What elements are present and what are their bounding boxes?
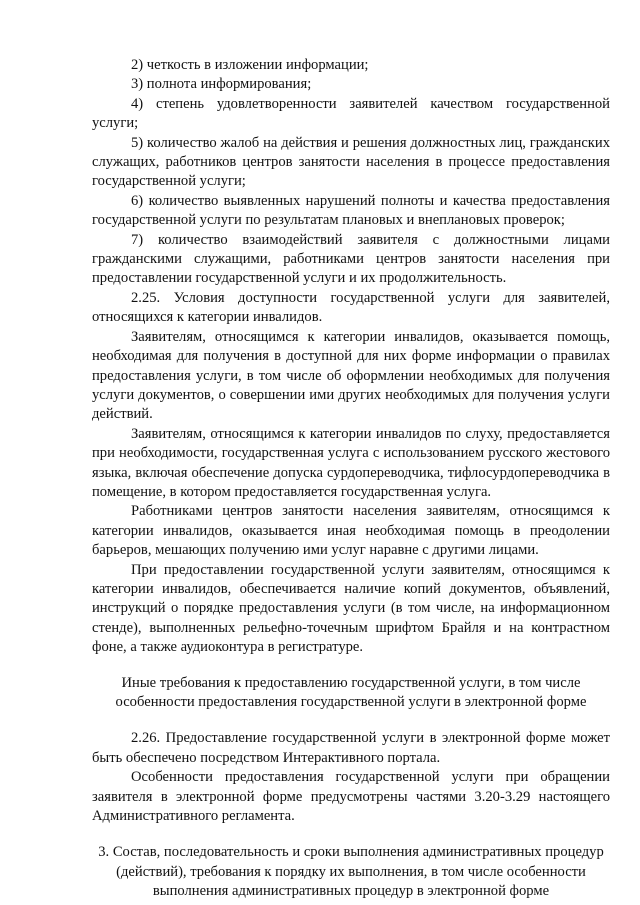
- list-item-complaints: 5) количество жалоб на действия и решения должностных лиц, гражданских служащих, работников центров занятости населения в процессе предоставления государственной услуги;: [92, 134, 610, 190]
- list-item-completeness: 3) полнота информирования;: [131, 76, 312, 93]
- spacer: [92, 826, 610, 843]
- paragraph-assistance-information: Заявителям, относящимся к категории инвалидов, оказывается помощь, необходимая для получения в доступной для них форме информации о правилах предоставления услуги, в том числе об оформлении необходимых для получения услуги документов, о совершении ими других необходимых для получения услуги действий.: [92, 328, 610, 423]
- spacer: [92, 712, 610, 729]
- paragraph-braille-copies: При предоставлении государственной услуги заявителям, относящимся к категории инвалидов, обеспечивается наличие копий документов, объявлений, инструкций о порядке предоставления услуги (в том числе, на информационном стенде), выполненных рельефно-точечным шрифтом Брайля и на контрастном фоне, а также аудиоконтура в регистратуре.: [92, 561, 610, 656]
- list-item-interactions: 7) количество взаимодействий заявителя с должностными лицами гражданскими служащими, работниками центров занятости населения при предоставлении государственной услуги и их продолжительность.: [92, 231, 610, 287]
- list-item-violations: 6) количество выявленных нарушений полноты и качества предоставления государственной услуги по результатам плановых и внеплановых проверок;: [92, 192, 610, 229]
- list-item-satisfaction: 4) степень удовлетворенности заявителей качеством государственной услуги;: [92, 95, 610, 132]
- section-2-25-title: 2.25. Условия доступности государственной услуги для заявителей, относящихся к категории инвалидов.: [92, 289, 610, 326]
- paragraph-sign-language: Заявителям, относящимся к категории инвалидов по слуху, предоставляется при необходимости, государственная услуга с использованием русского жестового языка, включая обеспечение допуска сурдопереводчика, тифлосурдопереводчика в помещение, в котором предоставляется государственная услуга.: [92, 425, 610, 500]
- section-heading-electronic-form: Иные требования к предоставлению государственной услуги, в том числе особенности предоставления государственной услуги в электронной форме: [115, 674, 587, 710]
- section-2-26-paragraph: 2.26. Предоставление государственной услуги в электронной форме может быть обеспечено посредством Интерактивного портала.: [92, 730, 610, 766]
- chapter-3-heading: 3. Состав, последовательность и сроки выполнения административных процедур (действий), требования к порядку их выполнения, в том числе особенности выполнения административных процедур в электронной форме: [98, 844, 604, 900]
- spacer: [92, 658, 610, 674]
- paragraph-other-assistance: Работниками центров занятости населения заявителям, относящимся к категории инвалидов, оказывается иная необходимая помощь в преодолении барьеров, мешающих получению ими услуг наравне с другими лицами.: [92, 503, 610, 559]
- paragraph-electronic-features: Особенности предоставления государственной услуги при обращении заявителя в электронной форме предусмотрены частями 3.20-3.29 настоящего Административного регламента.: [92, 769, 610, 825]
- list-item-clarity: 2) четкость в изложении информации;: [131, 57, 369, 73]
- document-body: [92, 56, 610, 902]
